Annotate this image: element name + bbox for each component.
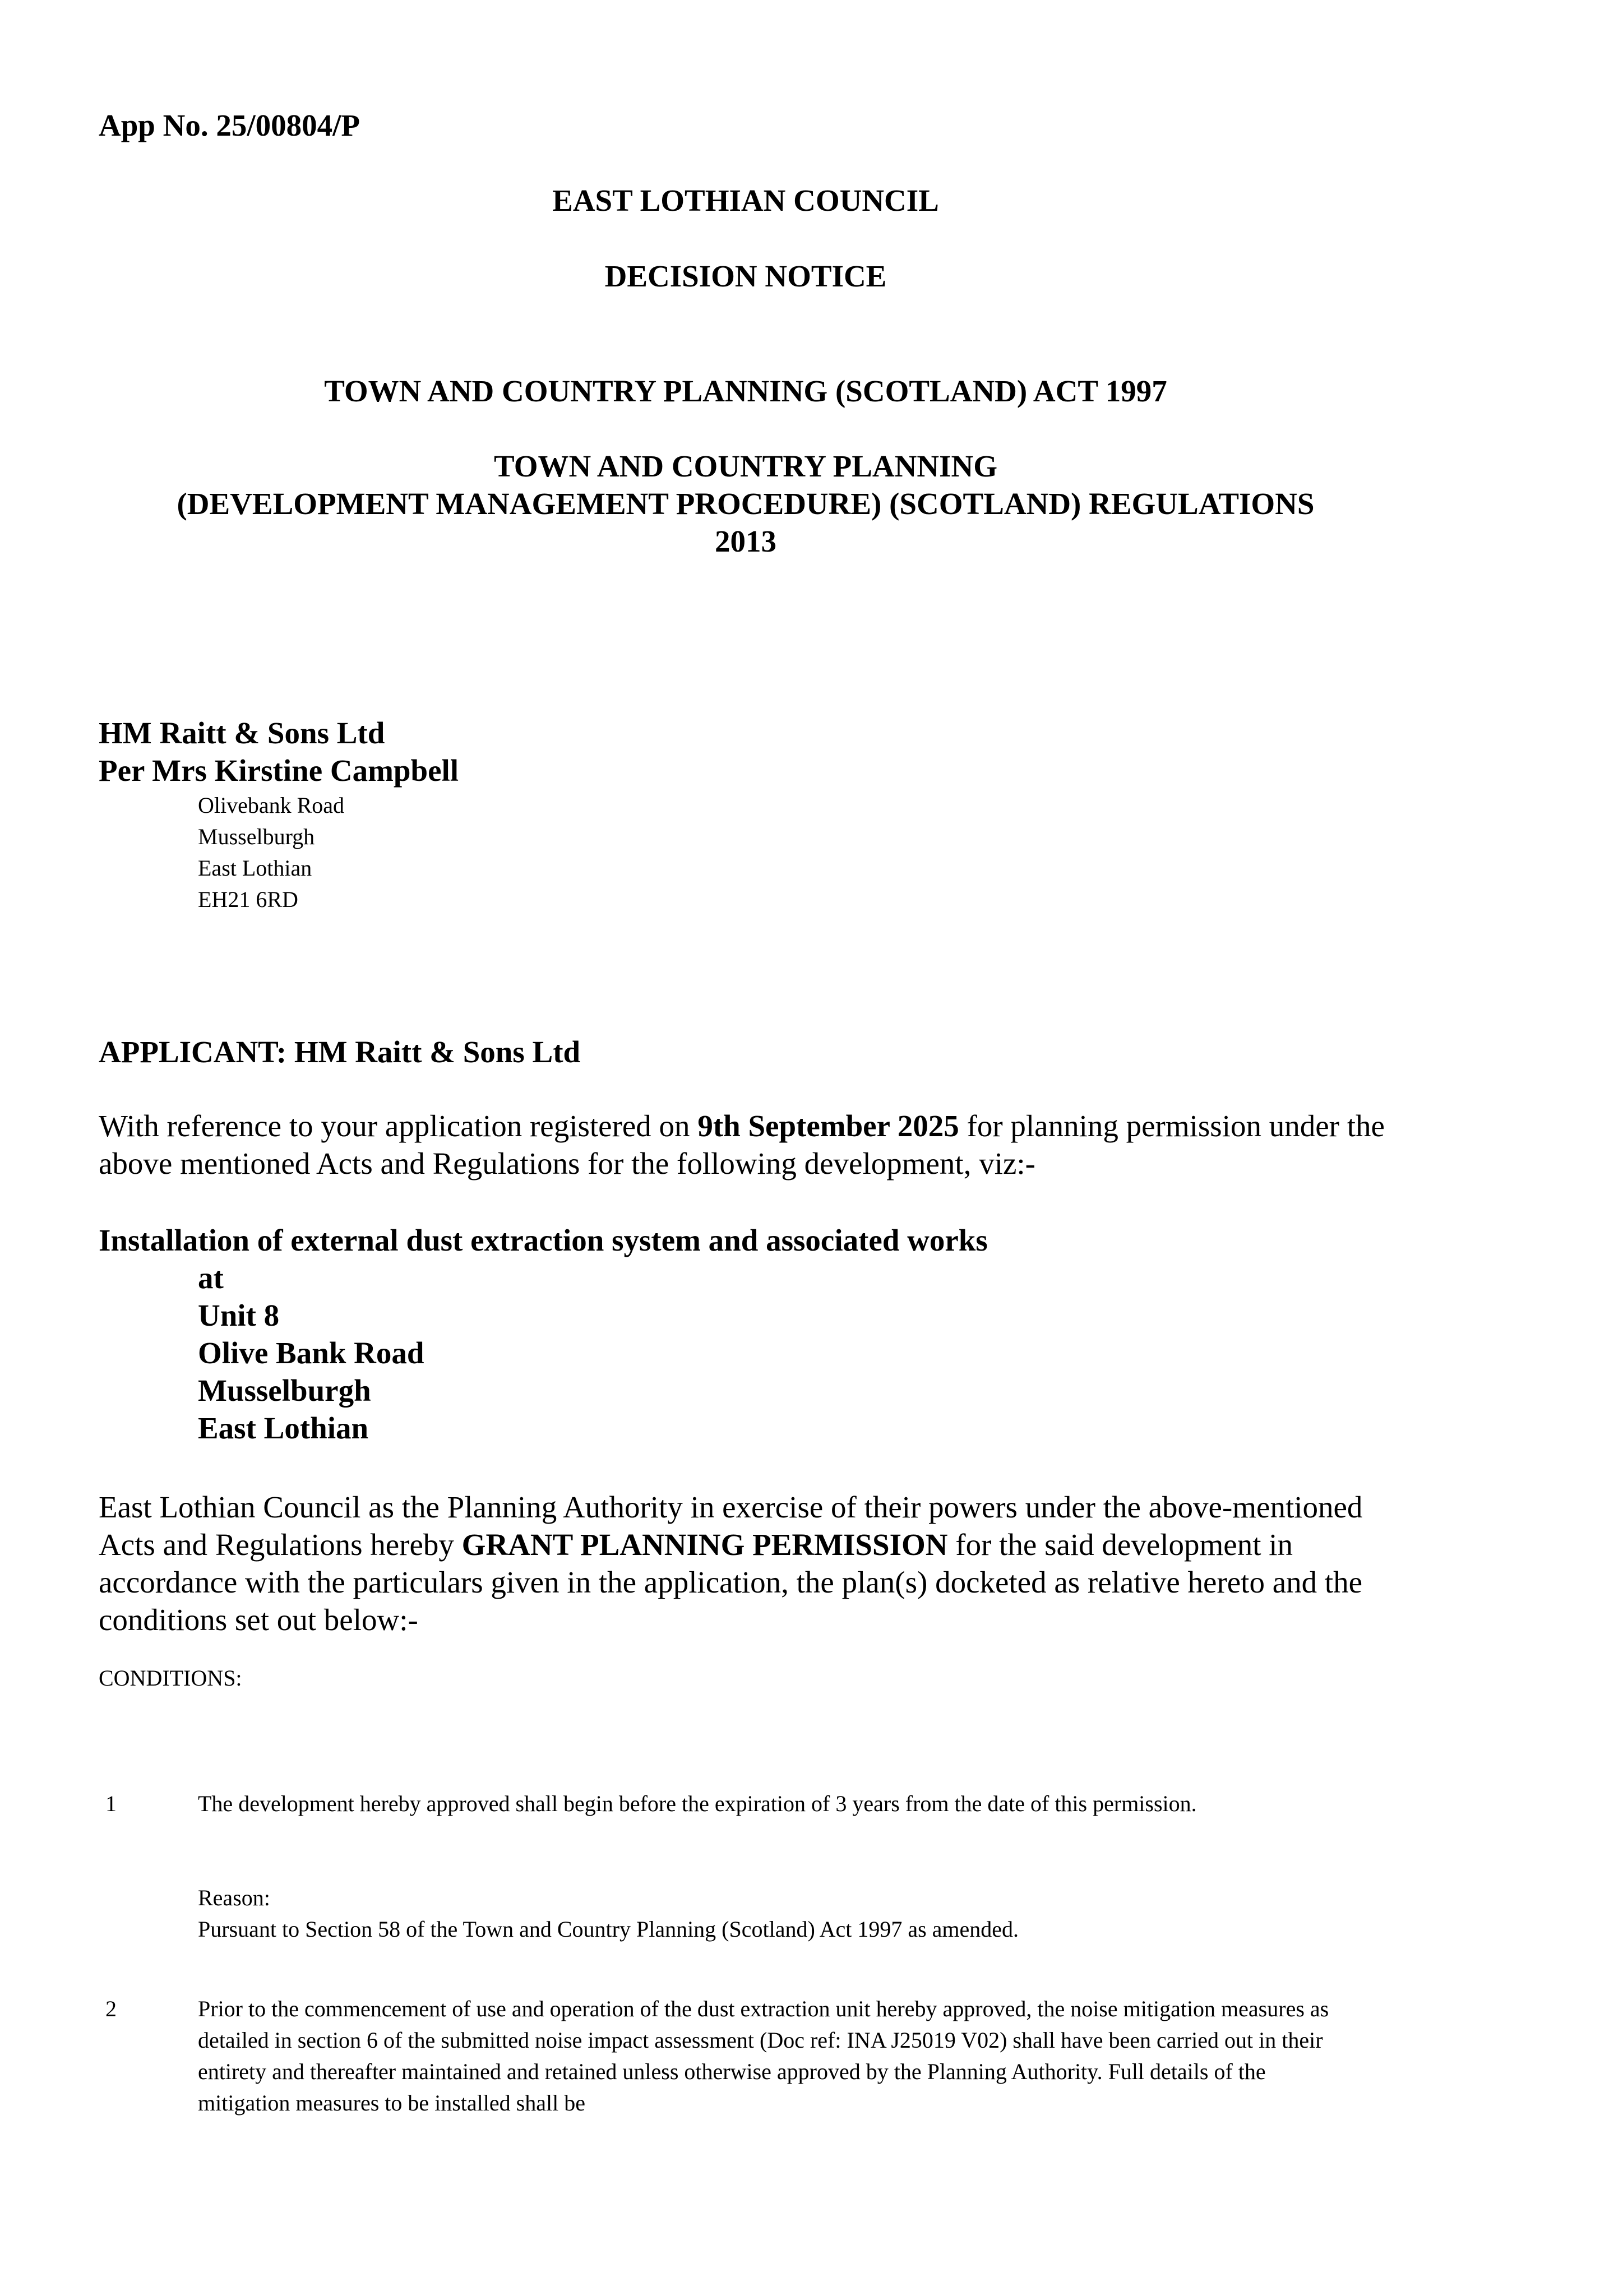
address-line: EH21 6RD [198,887,298,912]
location-line: Unit 8 [198,1298,280,1332]
conditions-heading: CONDITIONS: [99,1665,242,1691]
registration-date: 9th September 2025 [697,1109,959,1143]
address-line: East Lothian [198,855,312,881]
regulations-line-1: TOWN AND COUNTRY PLANNING [494,449,997,483]
location-line: Olive Bank Road [198,1336,424,1370]
condition-number: 1 [105,1791,117,1816]
condition-number: 2 [105,1996,117,2021]
application-number: App No. 25/00804/P [99,108,360,142]
regulations-line-2: (DEVELOPMENT MANAGEMENT PROCEDURE) (SCOTLAND) REGULATIONS [177,487,1315,521]
grant-paragraph [99,1488,1411,1638]
reference-text-after: for planning permission under the above mentioned Acts and Regulations for the following development, viz:- [99,1109,1385,1181]
condition-reason: Pursuant to Section 58 of the Town and Country Planning (Scotland) Act 1997 as amended. [198,1917,1019,1942]
grant-text-after: for the said development in accordance with the particulars given in the application, the plan(s) docketed as relative hereto and the conditions set out below:- [99,1527,1363,1637]
address-line: Olivebank Road [198,793,345,818]
addressee-agent: Per Mrs Kirstine Campbell [99,753,459,788]
condition-text: The development hereby approved shall begin before the expiration of 3 years from the date of this permission. [198,1791,1197,1816]
reference-text-before: With reference to your application registered on [99,1109,698,1143]
condition-reason-label: Reason: [198,1885,270,1910]
grant-text-before: East Lothian Council as the Planning Authority in exercise of their powers under the above-mentioned Acts and Regulations hereby [99,1490,1363,1562]
address-line: Musselburgh [198,824,315,849]
reference-paragraph [99,1107,1411,1182]
regulations-line-3: 2013 [715,524,776,558]
condition-text: Prior to the commencement of use and operation of the dust extraction unit hereby approved, the noise mitigation measures as detailed in section 6 of the submitted noise impact assessment (Doc ref: INA J25019 V02) shall have been carried out in their entirety and thereafter maintained and retained unless otherwise approved by the Planning Authority. Full details of the mitigation measures to be installed shall be [198,1996,1329,2116]
location-line: East Lothian [198,1411,369,1445]
council-name: EAST LOTHIAN COUNCIL [552,183,939,217]
addressee-name: HM Raitt & Sons Ltd [99,716,385,750]
notice-title: DECISION NOTICE [604,259,887,293]
grant-decision: GRANT PLANNING PERMISSION [461,1527,948,1562]
development-title: Installation of external dust extraction system and associated works [99,1223,988,1257]
act-title: TOWN AND COUNTRY PLANNING (SCOTLAND) ACT 1997 [324,374,1167,408]
development-at: at [198,1261,224,1295]
location-line: Musselburgh [198,1373,371,1408]
applicant-line: APPLICANT: HM Raitt & Sons Ltd [99,1035,581,1069]
